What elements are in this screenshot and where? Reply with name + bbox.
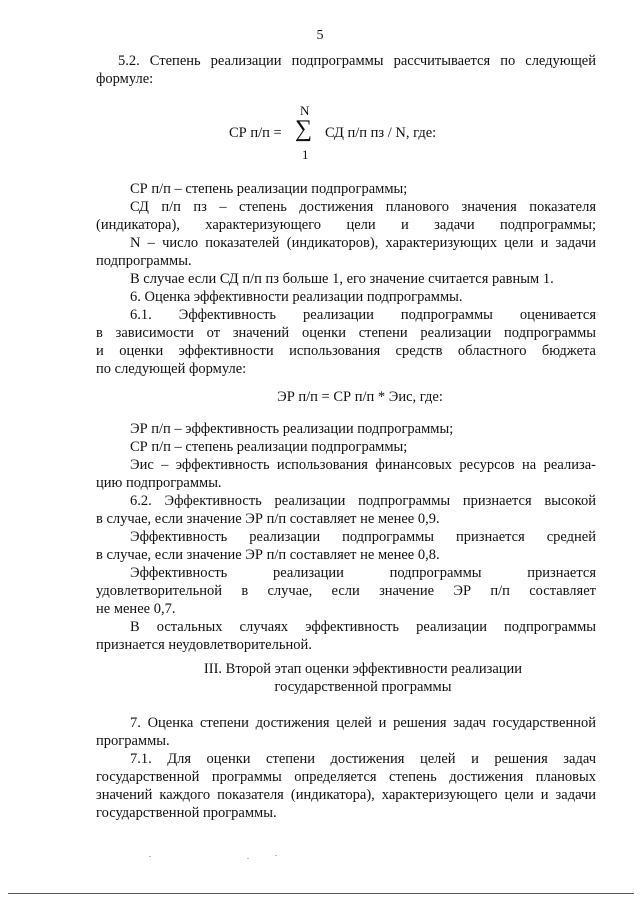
text-line: СР п/п – степень реализации подпрограммы; — [130, 181, 408, 197]
text-line: 5.2. Степень реализации подпрограммы рассчитывается по следующей — [118, 53, 596, 69]
text-line: государственной программы определяется степень достижения плановых — [96, 769, 596, 785]
scan-speck — [247, 858, 249, 859]
section-heading: государственной программы — [274, 679, 452, 695]
text-line: в зависимости от значений оценки степени реализации подпрограммы — [96, 325, 596, 341]
formula-efficiency: ЭР п/п = СР п/п * Эис, где: — [277, 389, 443, 405]
text-line: В остальных случаях эффективность реализации подпрограммы — [130, 619, 596, 635]
scan-speck — [149, 856, 151, 857]
text-line: N – число показателей (индикаторов), характеризующих цели и задачи — [130, 235, 596, 251]
text-line: 6.1. Эффективность реализации подпрограммы оценивается — [130, 307, 596, 323]
text-line: Эис – эффективность использования финансовых ресурсов на реализа- — [130, 457, 596, 473]
text-line: формуле: — [96, 71, 154, 87]
text-line: государственной программы. — [96, 805, 277, 821]
text-line: В случае если СД п/п пз больше 1, его значение считается равным 1. — [130, 271, 554, 287]
text-line: программы. — [96, 733, 170, 749]
text-line: не менее 0,7. — [96, 601, 176, 617]
page-bottom-edge — [8, 893, 634, 894]
text-line: значений каждого показателя (индикатора), характеризующего цели и задачи — [96, 787, 596, 803]
sum-lower-limit: 1 — [302, 147, 309, 162]
text-line: 7. Оценка степени достижения целей и решения задач государственной — [130, 715, 596, 731]
text-line: СД п/п пз – степень достижения планового значения показателя — [130, 199, 596, 215]
text-line: удовлетворительной в случае, если значение ЭР п/п составляет — [96, 583, 596, 599]
text-line: ЭР п/п – эффективность реализации подпрограммы; — [130, 421, 454, 437]
text-line: в случае, если значение ЭР п/п составляет не менее 0,8. — [96, 547, 440, 563]
text-line: СР п/п – степень реализации подпрограммы; — [130, 439, 408, 455]
page-number: 5 — [316, 28, 324, 43]
text-line: и оценки эффективности использования средств областного бюджета — [96, 343, 596, 359]
text-line: 7.1. Для оценки степени достижения целей и решения задач — [130, 751, 596, 767]
text-line: 6.2. Эффективность реализации подпрограммы признается высокой — [130, 493, 596, 509]
formula-rhs: СД п/п пз / N, где: — [325, 125, 437, 141]
text-line: (индикатора), характеризующего цели и задачи подпрограммы; — [96, 217, 596, 233]
text-line: по следующей формуле: — [96, 361, 247, 377]
scan-speck — [275, 855, 277, 856]
text-line: признается неудовлетворительной. — [96, 637, 312, 653]
text-line: Эффективность реализации подпрограммы признается средней — [130, 529, 596, 545]
text-line: Эффективность реализации подпрограммы признается — [130, 565, 596, 581]
text-line: подпрограммы. — [96, 253, 192, 269]
text-line: 6. Оценка эффективности реализации подпрограммы. — [130, 289, 463, 305]
formula-lhs: СР п/п = — [229, 125, 282, 141]
text-line: цию подпрограммы. — [96, 475, 222, 491]
sum-sign: ∑ — [295, 116, 313, 142]
text-line: в случае, если значение ЭР п/п составляет не менее 0,9. — [96, 511, 440, 527]
sum-upper-limit: N — [300, 103, 310, 118]
section-heading: III. Второй этап оценки эффективности реализации — [203, 661, 523, 677]
